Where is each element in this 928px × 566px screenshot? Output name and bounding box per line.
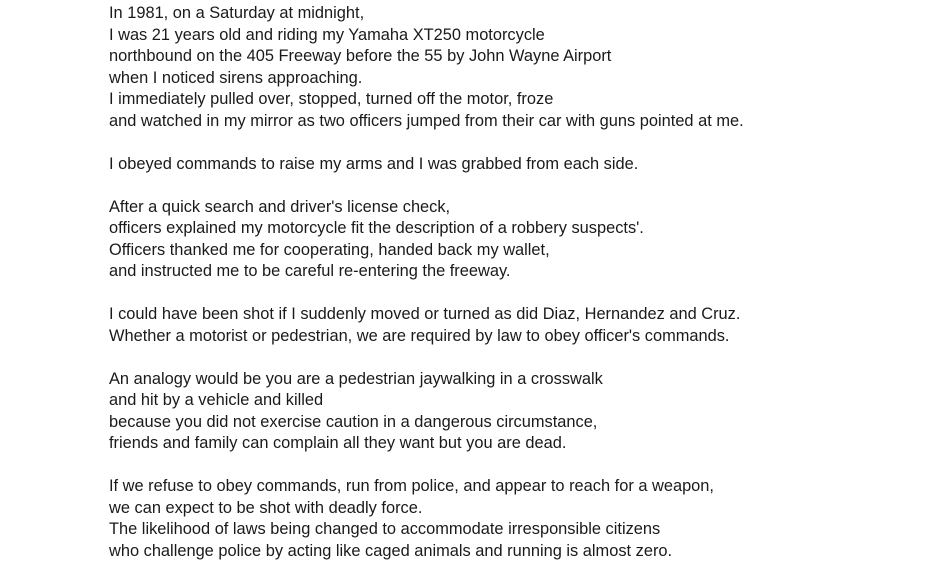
- text-line: and instructed me to be careful re-entering the freeway.: [109, 262, 511, 280]
- document-body: [109, 3, 909, 562]
- text-line: I could have been shot if I suddenly moved or turned as did Diaz, Hernandez and Cruz.: [109, 305, 741, 323]
- text-line: Whether a motorist or pedestrian, we are required by law to obey officer's commands.: [109, 326, 730, 345]
- text-line: and hit by a vehicle and killed: [109, 391, 324, 409]
- paragraph-conclusion: [109, 476, 909, 562]
- text-line: because you did not exercise caution in a dangerous circumstance,: [109, 412, 598, 431]
- paragraph-analogy: [109, 369, 909, 455]
- text-line: friends and family can complain all they want but you are dead.: [109, 434, 567, 452]
- text-line: we can expect to be shot with deadly force.: [109, 498, 423, 517]
- text-line: I obeyed commands to raise my arms and I was grabbed from each side.: [109, 154, 639, 173]
- text-line: I was 21 years old and riding my Yamaha XT250 motorcycle: [109, 25, 545, 44]
- text-line: officers explained my motorcycle fit the description of a robbery suspects'.: [109, 219, 644, 237]
- text-line: northbound on the 405 Freeway before the 55 by John Wayne Airport: [109, 47, 612, 65]
- text-line: when I noticed sirens approaching.: [109, 68, 363, 87]
- text-line: The likelihood of laws being changed to accommodate irresponsible citizens: [109, 520, 661, 538]
- text-line: After a quick search and driver's license check,: [109, 197, 451, 216]
- text-line: who challenge police by acting like caged animals and running is almost zero.: [109, 541, 673, 560]
- paragraph-could-have-been-shot: [109, 304, 909, 347]
- paragraph-motorcycle-stop: [109, 3, 909, 132]
- text-line: I immediately pulled over, stopped, turned off the motor, froze: [109, 90, 554, 108]
- paragraph-search-release: [109, 197, 909, 283]
- text-line: If we refuse to obey commands, run from police, and appear to reach for a weapon,: [109, 477, 714, 495]
- text-line: Officers thanked me for cooperating, handed back my wallet,: [109, 240, 550, 259]
- paragraph-obeyed-commands: [109, 154, 909, 176]
- text-line: In 1981, on a Saturday at midnight,: [109, 4, 365, 22]
- text-line: An analogy would be you are a pedestrian jaywalking in a crosswalk: [109, 369, 603, 388]
- text-line: and watched in my mirror as two officers jumped from their car with guns pointed at me.: [109, 111, 744, 130]
